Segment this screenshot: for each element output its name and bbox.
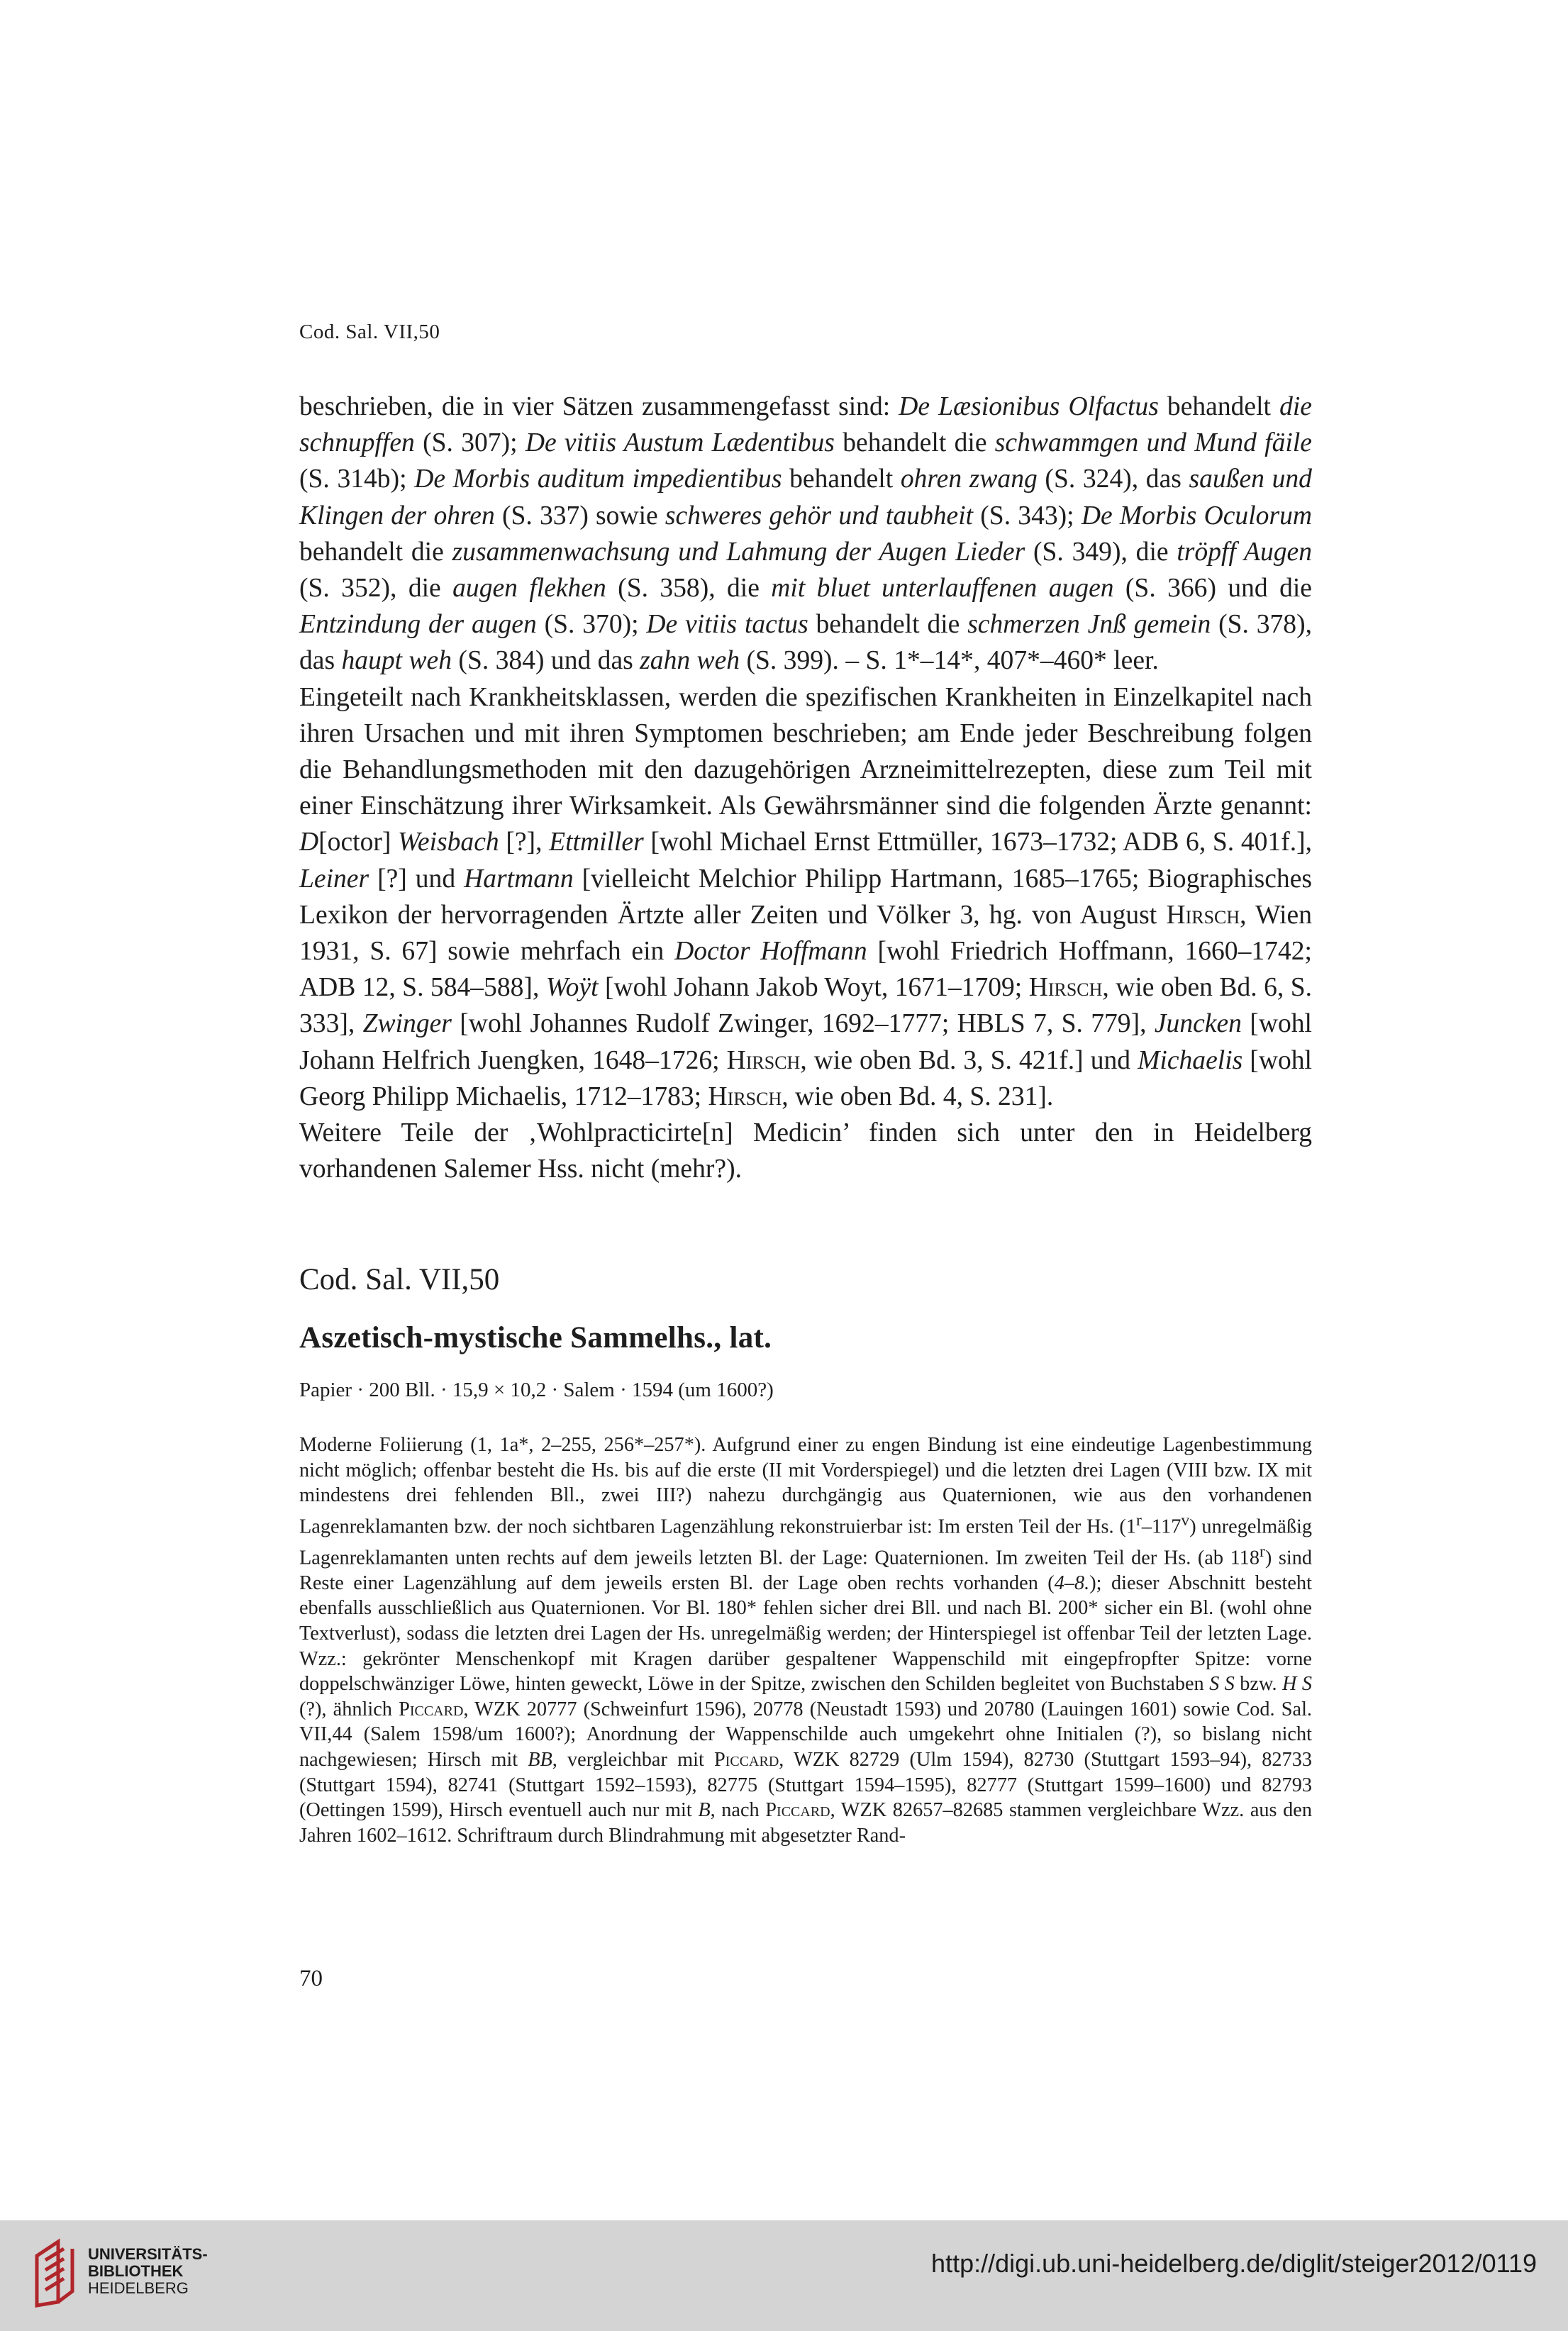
italic-run: Entzindung der augen — [299, 610, 537, 640]
italic-run: augen flekhen — [452, 574, 606, 603]
library-logo-icon — [30, 2235, 94, 2313]
entry-meta: Papier · 200 Bll. · 15,9 × 10,2 · Salem · 1594 (um 1600?) — [299, 1379, 774, 1401]
italic-run: Michaelis — [1138, 1045, 1243, 1075]
italic-run: S S — [1209, 1673, 1235, 1696]
italic-run: H S — [1282, 1673, 1312, 1696]
superscript: r — [1259, 1542, 1265, 1561]
entry-signature: Cod. Sal. VII,50 — [299, 1263, 500, 1296]
page-number: 70 — [299, 1966, 323, 1991]
italic-run: ohren zwang — [900, 464, 1038, 494]
italic-run: saußen und Klingen der ohren — [299, 464, 1312, 530]
italic-run: mit bluet unterlauffenen augen — [771, 574, 1114, 603]
italic-run: BB — [528, 1748, 552, 1771]
small-caps-run: Hirsch — [1028, 973, 1103, 1003]
italic-run: Hartmann — [464, 864, 574, 894]
italic-run: Weisbach — [398, 828, 499, 857]
italic-run: Doctor Hoffmann — [674, 937, 867, 967]
superscript: r — [1135, 1511, 1142, 1530]
paragraph-further-parts: Weitere Teile der ‚Wohlpracticirte[n] Medicin’ finden sich unter den in Heidelberg vorhandenen Salemer Hss. nicht (mehr?). — [299, 1118, 1312, 1184]
italic-run: De vitiis Austum Lædentibus — [525, 428, 835, 458]
italic-run: Juncken — [1154, 1009, 1242, 1039]
italic-run: zusammenwachsung und Lahmung der Augen Lieder — [452, 537, 1025, 567]
italic-run: haupt weh — [341, 646, 452, 676]
footer-bar — [0, 2220, 1568, 2331]
entry-title: Aszetisch-mystische Sammelhs., lat. — [299, 1321, 772, 1354]
small-caps-run: Hirsch — [1166, 900, 1240, 930]
permalink-url[interactable]: http://digi.ub.uni-heidelberg.de/diglit/steiger2012/0119 — [931, 2249, 1537, 2278]
italic-run: De Morbis auditum impedientibus — [414, 464, 782, 494]
italic-run: schwammgen und Mund fäile — [994, 428, 1312, 458]
italic-run: schweres gehör und taubheit — [665, 501, 974, 530]
italic-run: Zwinger — [362, 1009, 452, 1039]
italic-run: zahn weh — [640, 646, 740, 676]
small-caps-run: Hirsch — [708, 1081, 782, 1111]
small-caps-run: Piccard — [765, 1799, 830, 1822]
italic-run: De Morbis Oculorum — [1081, 501, 1312, 530]
italic-run: Ettmiller — [549, 828, 644, 857]
italic-run: schmerzen Jnß gemein — [967, 610, 1211, 640]
small-caps-run: Piccard — [713, 1748, 779, 1771]
italic-run: De vitiis tactus — [646, 610, 808, 640]
italic-run: tröpff Augen — [1177, 537, 1312, 567]
superscript: v — [1181, 1511, 1190, 1530]
italic-run: 4–8. — [1054, 1571, 1090, 1594]
italic-run: Leiner — [299, 864, 369, 894]
paragraph-physicians: Eingeteilt nach Krankheitsklassen, werden die spezifischen Krankheiten in Einzelkapitel nach ihren Ursachen und mit ihren Symptomen beschrieben; am Ende jeder Beschreibung folgen die Behandlungsmethoden mit den dazugehörigen Arzneimittelrezepten, diese zum Teil mit einer Einschätzung ihrer Wirksamkeit. Als Gewährsmänner sind die folgenden Ärzte genannt: D[octor] Weisbach [?], Ettmiller [wohl Michael Ernst Ettmüller, 1673–1732; ADB 6, S. 401f.], Leiner [?] und Hartmann [vielleicht Melchior Philipp Hartmann, 1685–1765; Biographisches Lexikon der hervorragenden Ärtzte aller Zeiten und Völker 3, hg. von August Hirsch, Wien 1931, S. 67] sowie mehrfach ein Doctor Hoffmann [wohl Friedrich Hoffmann, 1660–1742; ADB 12, S. 584–588], Woÿt [wohl Johann Jakob Woyt, 1671–1709; Hirsch, wie oben Bd. 6, S. 333], Zwinger [wohl Johannes Rudolf Zwinger, 1692–1777; HBLS 7, S. 779], Juncken [wohl Johann Helfrich Juengken, 1648–1726; Hirsch, wie oben Bd. 3, S. 421f.] und Michaelis [wohl Georg Philipp Michaelis, 1712–1783; Hirsch, wie oben Bd. 4, S. 231]. — [299, 682, 1313, 1111]
italic-run: B — [698, 1799, 711, 1822]
italic-run: D — [299, 828, 319, 857]
italic-run: Woÿt — [545, 973, 599, 1003]
paragraph-sense-organs: beschrieben, die in vier Sätzen zusammengefasst sind: De Læsionibus Olfactus behandelt die schnupffen (S. 307); De vitiis Austum Lædentibus behandelt die schwammgen und Mund fäile (S. 314b); De Morbis auditum impedientibus behandelt ohren zwang (S. 324), das saußen und Klingen der ohren (S. 337) sowie schweres gehör und taubheit (S. 343); De Morbis Oculorum behandelt die zusammenwachsung und Lahmung der Augen Lieder (S. 349), die tröpff Augen (S. 352), die augen flekhen (S. 358), die mit bluet unterlauffenen augen (S. 366) und die Entzindung der augen (S. 370); De vitiis tactus behandelt die schmerzen Jnß gemein (S. 378), das haupt weh (S. 384) und das zahn weh (S. 399). – S. 1*–14*, 407*–460* leer. — [299, 392, 1312, 676]
body-text — [299, 389, 1312, 1187]
italic-run: De Læsionibus Olfactus — [899, 392, 1159, 421]
small-caps-run: Hirsch — [726, 1045, 801, 1075]
codicological-description: Moderne Foliierung (1, 1a*, 2–255, 256*–257*). Aufgrund einer zu engen Bindung ist eine eindeutige Lagenbestimmung nicht möglich; offenbar besteht die Hs. bis auf die erste (II mit Vorderspiegel) und die letzten drei Lagen (VIII bzw. IX mit mindestens drei fehlenden Bll., zwei III?) nahezu durchgängig aus Quaternionen, wie aus den vorhandenen Lagenreklamanten bzw. der noch sichtbaren Lagenzählung rekonstruierbar ist: Im ersten Teil der Hs. (1$^r$–117$^v$) unregelmäßig Lagenreklamanten unten rechts auf dem jeweils letzten Bl. der Lage: Quaternionen. Im zweiten Teil der Hs. (ab 118$^r$) sind Reste einer Lagenzählung auf dem jeweils ersten Bl. der Lage oben rechts vorhanden (4–8.); dieser Abschnitt besteht ebenfalls ausschließlich aus Quaternionen. Vor Bl. 180* fehlen sicher drei Bll. und nach Bl. 200* sicher ein Bl. (wohl ohne Textverlust), sodass die letzten drei Lagen der Hs. unregelmäßig werden; der Hinterspiegel ist offenbar Teil der letzten Lage. Wzz.: gekrönter Menschenkopf mit Kragen darüber gespaltener Wappenschild mit eingepfropfter Spitze: vorne doppelschwänziger Löwe, hinten geweckt, Löwe in der Spitze, zwischen den Schilden begleitet von Buchstaben S S bzw. H S (?), ähnlich Piccard, WZK 20777 (Schweinfurt 1596), 20778 (Neustadt 1593) und 20780 (Lauingen 1601) sowie Cod. Sal. VII,44 (Salem 1598/um 1600?); Anordnung der Wappenschilde auch umgekehrt ohne Initialen (?), so bislang nicht nachgewiesen; Hirsch mit BB, vergleichbar mit Piccard, WZK 82729 (Ulm 1594), 82730 (Stuttgart 1593–94), 82733 (Stuttgart 1594), 82741 (Stuttgart 1592–1593), 82775 (Stuttgart 1594–1595), 82777 (Stuttgart 1599–1600) und 82793 (Oettingen 1599), Hirsch eventuell auch nur mit B, nach Piccard, WZK 82657–82685 stammen vergleichbare Wzz. aus den Jahren 1602–1612. Schriftraum durch Blindrahmung mit abgesetzter Rand- — [299, 1434, 1313, 1847]
running-head: Cod. Sal. VII,50 — [299, 321, 440, 343]
italic-run: die schnupffen — [299, 392, 1312, 458]
library-name: UNIVERSITÄTS- BIBLIOTHEK HEIDELBERG — [88, 2245, 208, 2297]
small-caps-run: Piccard — [399, 1698, 464, 1720]
